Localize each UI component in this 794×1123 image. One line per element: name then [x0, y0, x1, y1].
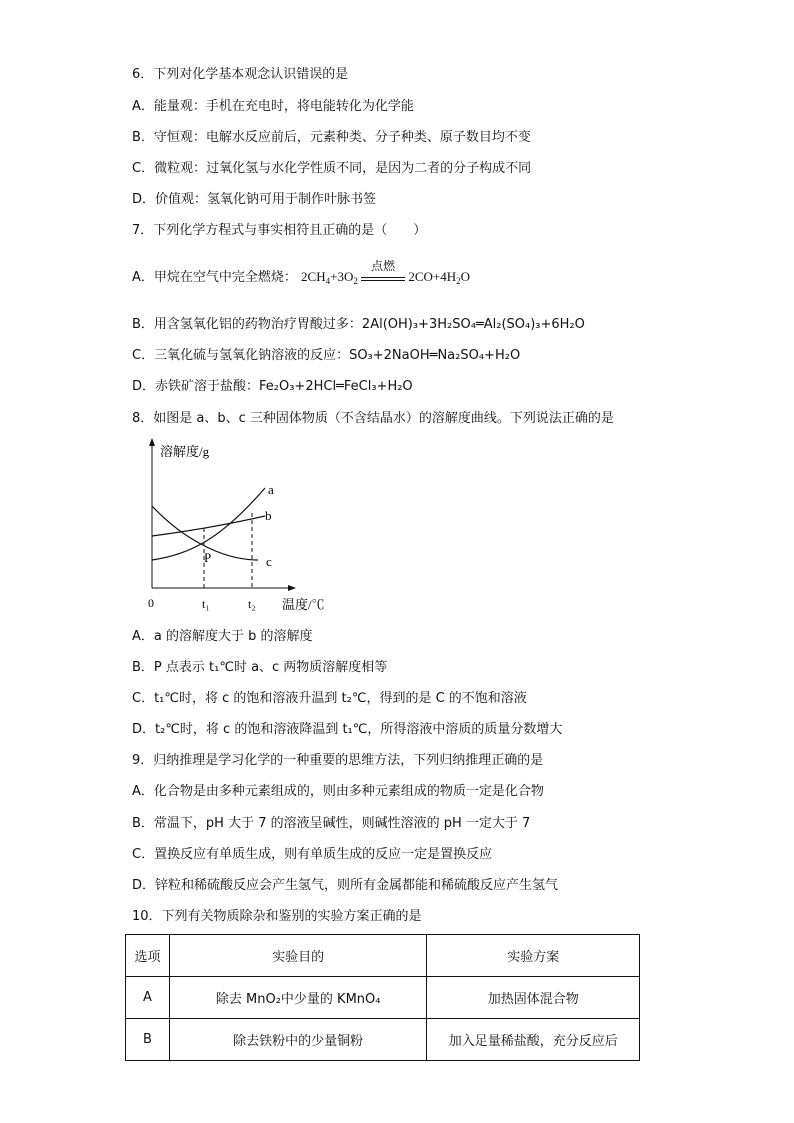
q8-option-b[interactable]: B．P 点表示 t₁℃时 a、c 两物质溶解度相等 — [132, 660, 388, 675]
x-axis-label: 温度/℃ — [282, 597, 325, 612]
table-cell: 加入足量稀盐酸，充分反应后 — [427, 1019, 640, 1061]
tick-t2: t₂ — [248, 597, 256, 611]
q7-a-sub2: 2 — [353, 276, 358, 286]
q7-a-mid: +3O — [330, 269, 354, 284]
q9-stem: 9．归纳推理是学习化学的一种重要的思维方法，下列归纳推理正确的是 — [132, 753, 544, 768]
q7-a-sub1: 4 — [325, 276, 331, 286]
curve-b-label: b — [265, 508, 272, 523]
tick-t1: t₁ — [202, 597, 210, 611]
point-p-label: P — [204, 550, 212, 565]
q7-option-d[interactable]: D．赤铁矿溶于盐酸：Fe₂O₃+2HCl═FeCl₃+H₂O — [132, 379, 413, 394]
q7-a-prefix: A．甲烷在空气中完全燃烧： — [132, 270, 297, 285]
table-header-cell: 选项 — [126, 935, 170, 977]
q7-option-b[interactable]: B．用含氢氧化铝的药物治疗胃酸过多：2Al(OH)₃+3H₂SO₄═Al₂(SO₄)₃+6H₂O — [132, 317, 585, 332]
q10-stem: 10．下列有关物质除杂和鉴别的实验方案正确的是 — [132, 909, 422, 924]
q9-option-a[interactable]: A．化合物是由多种元素组成的，则由多种元素组成的物质一定是化合物 — [132, 784, 544, 799]
q7-option-c[interactable]: C．三氧化硫与氢氧化钠溶液的反应：SO₃+2NaOH═Na₂SO₄+H₂O — [132, 348, 521, 363]
q6-stem: 6．下列对化学基本观念认识错误的是 — [132, 67, 349, 82]
q9-option-d[interactable]: D．锌粒和稀硫酸反应会产生氢气，则所有金属都能和稀硫酸反应产生氢气 — [132, 878, 559, 893]
solubility-chart — [140, 436, 325, 616]
q7-a-left: 2CH — [301, 269, 326, 284]
q7-a-end: O — [460, 269, 471, 284]
curve-b — [152, 516, 265, 536]
curve-c-label: c — [266, 554, 272, 569]
q7-a-sub3: 2 — [456, 276, 461, 286]
experiment-table — [125, 934, 640, 1061]
table-row[interactable] — [126, 1019, 640, 1061]
q9-option-c[interactable]: C．置换反应有单质生成，则有单质生成的反应一定是置换反应 — [132, 847, 493, 862]
table-row[interactable] — [126, 977, 640, 1019]
q7-a-equation — [301, 259, 471, 286]
origin-label: 0 — [148, 596, 154, 610]
q7-option-a[interactable] — [132, 259, 471, 290]
y-axis-arrow — [149, 438, 155, 446]
y-axis-label: 溶解度/g — [160, 444, 210, 459]
table-header-cell: 实验目的 — [169, 935, 427, 977]
q9-option-b[interactable]: B．常温下，pH 大于 7 的溶液呈碱性，则碱性溶液的 pH 一定大于 7 — [132, 816, 531, 831]
q8-option-c[interactable]: C．t₁℃时，将 c 的饱和溶液升温到 t₂℃，得到的是 C 的不饱和溶液 — [132, 691, 527, 706]
q8-option-a[interactable]: A．a 的溶解度大于 b 的溶解度 — [132, 629, 313, 644]
reaction-condition: 点燃 — [371, 259, 396, 274]
table-header-row — [126, 935, 640, 977]
q8-option-d[interactable]: D．t₂℃时，将 c 的饱和溶液降温到 t₁℃，所得溶液中溶质的质量分数增大 — [132, 722, 563, 737]
table-cell: 加热固体混合物 — [427, 977, 640, 1019]
x-axis-arrow — [288, 585, 296, 591]
q6-option-a[interactable]: A．能量观：手机在充电时，将电能转化为化学能 — [132, 99, 414, 114]
q7-stem: 7．下列化学方程式与事实相符且正确的是（ ） — [132, 223, 427, 238]
table-cell: 除去 MnO₂中少量的 KMnO₄ — [169, 977, 427, 1019]
curve-a-label: a — [268, 482, 274, 497]
q8-stem: 8．如图是 a、b、c 三种固体物质（不含结晶水）的溶解度曲线。下列说法正确的是 — [132, 411, 614, 426]
table-cell: 除去铁粉中的少量铜粉 — [169, 1019, 427, 1061]
q6-option-b[interactable]: B．守恒观：电解水反应前后，元素种类、分子种类、原子数目均不变 — [132, 130, 531, 145]
table-cell: B — [126, 1019, 170, 1061]
table-header-cell: 实验方案 — [427, 935, 640, 977]
q7-a-right: 2CO+4H — [408, 269, 457, 284]
reaction-condition-arrow — [361, 259, 405, 287]
table-cell: A — [126, 977, 170, 1019]
q6-option-d[interactable]: D．价值观：氢氧化钠可用于制作叶脉书签 — [132, 192, 377, 207]
q6-option-c[interactable]: C．微粒观：过氧化氢与水化学性质不同，是因为二者的分子构成不同 — [132, 161, 532, 176]
